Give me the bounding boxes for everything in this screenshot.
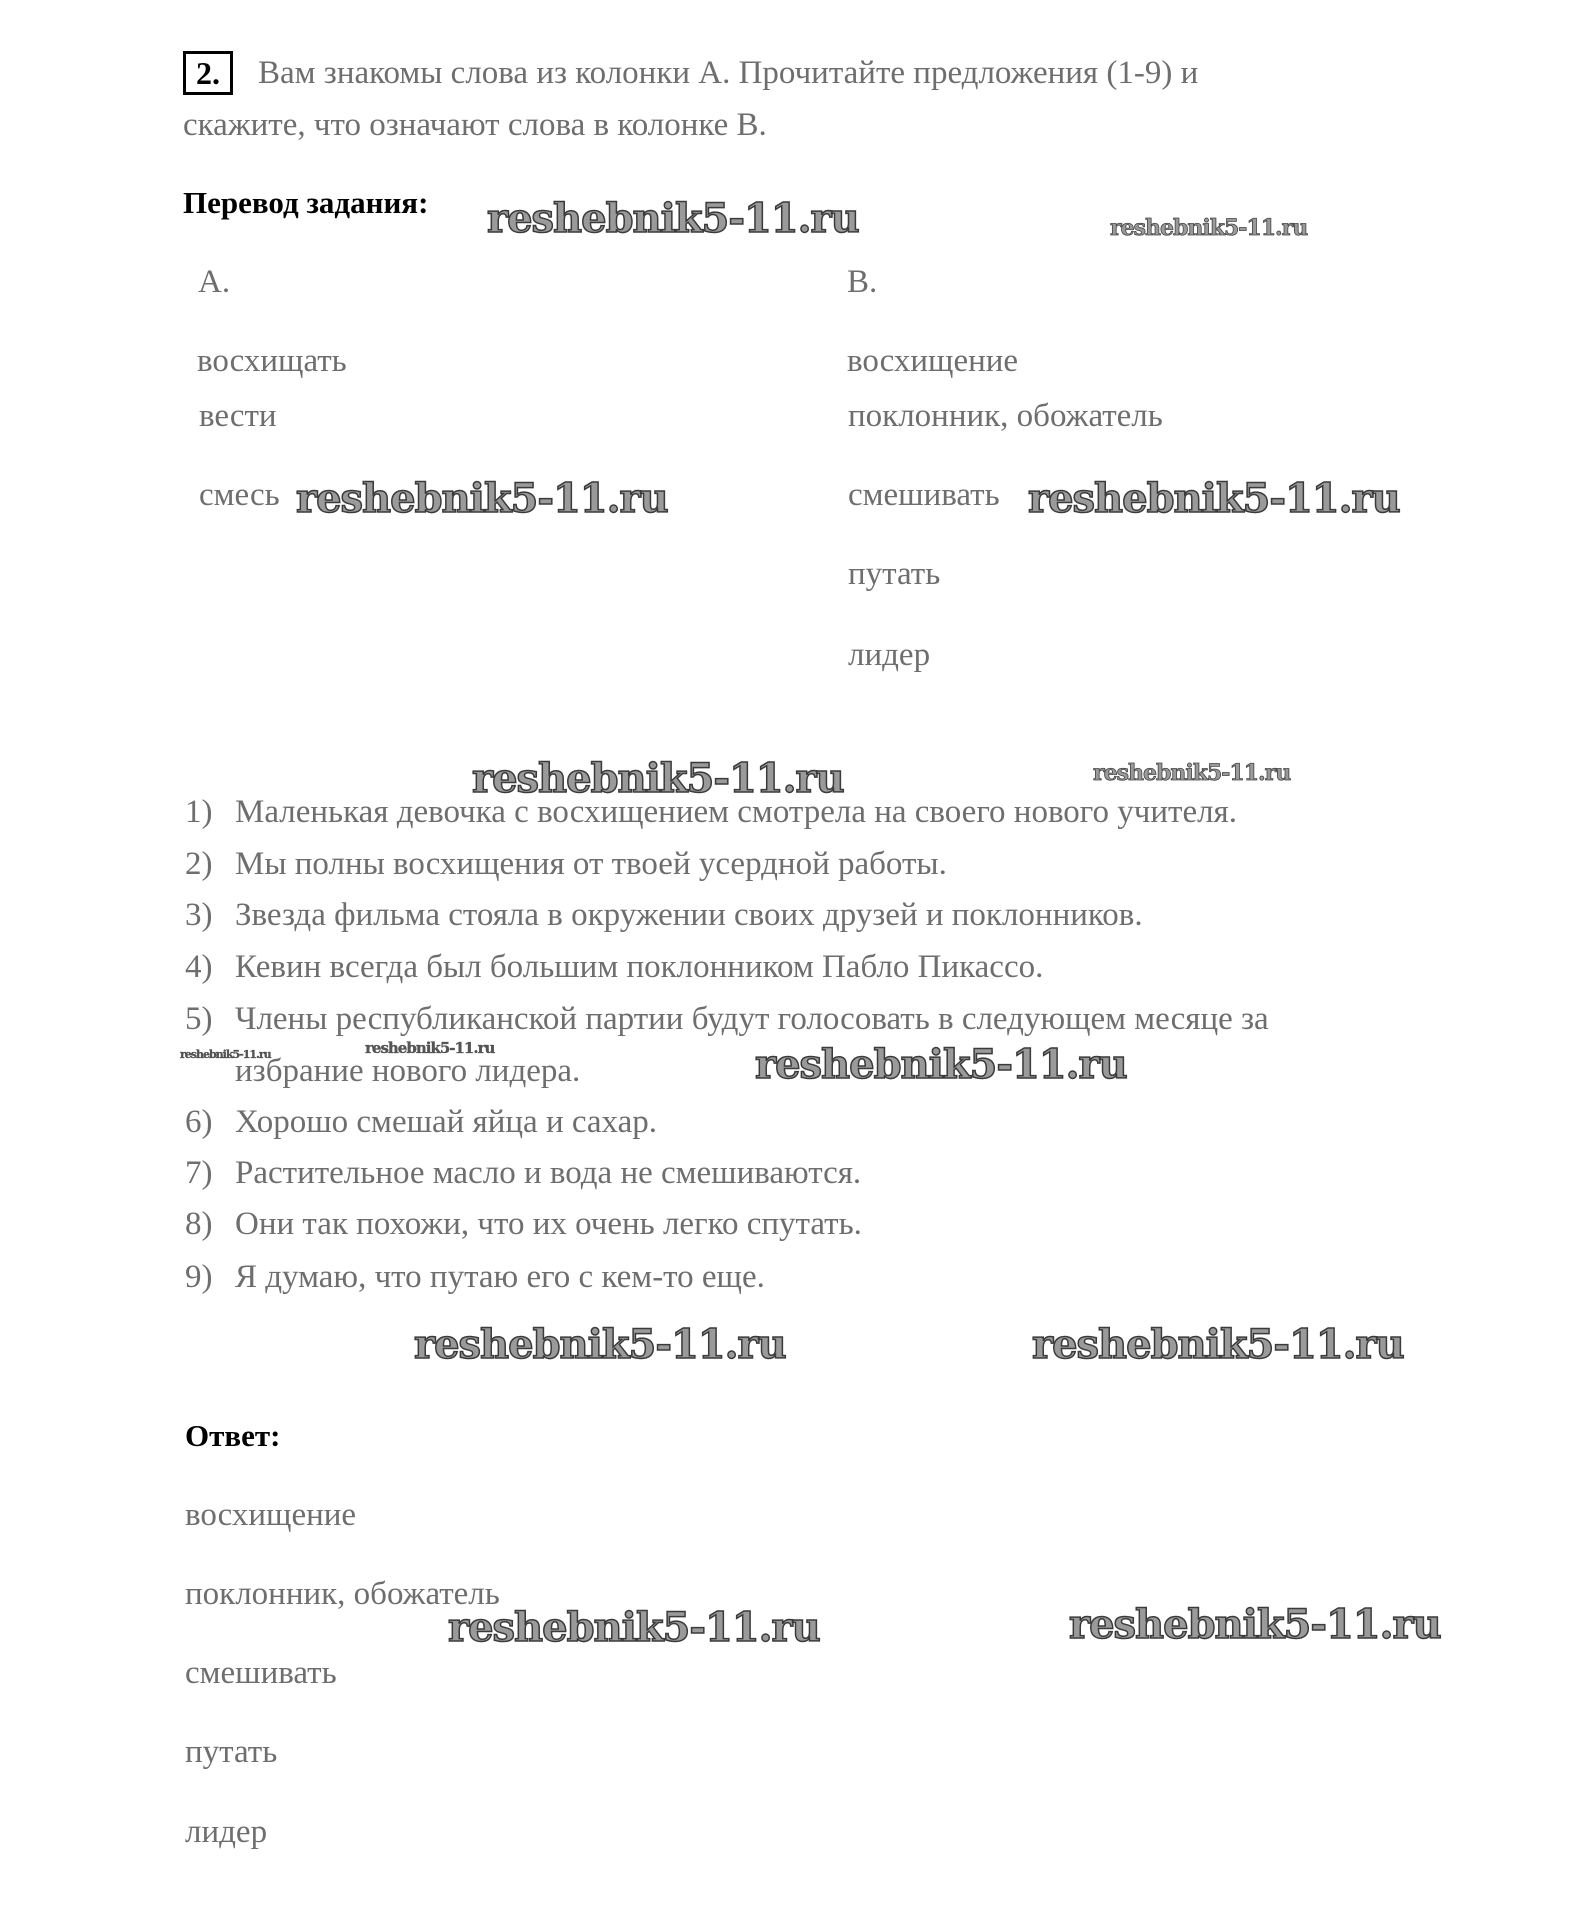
answer-item: смешивать xyxy=(185,1655,337,1691)
answer-heading: Ответ: xyxy=(185,1418,281,1453)
column-a-word: смесь xyxy=(199,477,280,513)
sentence-number: 5) xyxy=(185,1001,213,1037)
sentence-text-continued: избрание нового лидера. xyxy=(235,1053,581,1089)
translation-heading: Перевод задания: xyxy=(183,185,429,220)
task-instruction-line2: скажите, что означают слова в колонке В. xyxy=(183,107,767,143)
watermark: reshebnik5-11.ru xyxy=(414,1321,786,1368)
column-b-word: лидер xyxy=(848,637,931,673)
column-a-word: вести xyxy=(199,398,277,434)
sentence-text: Я думаю, что путаю его с кем-то еще. xyxy=(235,1259,765,1295)
watermark: reshebnik5-11.ru xyxy=(1032,1321,1404,1368)
answer-item: поклонник, обожатель xyxy=(185,1576,500,1612)
column-b-header: В. xyxy=(847,264,878,300)
sentence-text: Маленькая девочка с восхищением смотрела на своего нового учителя. xyxy=(235,794,1237,830)
column-a-word: восхищать xyxy=(197,343,347,379)
task-instruction-line1: Вам знакомы слова из колонки А. Прочитайте предложения (1-9) и xyxy=(258,55,1199,91)
sentence-number: 4) xyxy=(185,949,213,985)
sentence-number: 9) xyxy=(185,1259,213,1295)
watermark: reshebnik5-11.ru xyxy=(487,195,859,242)
answer-item: восхищение xyxy=(185,1497,357,1533)
sentence-text: Звезда фильма стояла в окружении своих друзей и поклонников. xyxy=(235,897,1143,933)
sentence-text: Члены республиканской партии будут голосовать в следующем месяце за xyxy=(235,1001,1269,1037)
watermark: reshebnik5-11.ru xyxy=(1028,475,1400,522)
watermark: reshebnik5-11.ru xyxy=(365,1039,495,1057)
sentence-number: 7) xyxy=(185,1155,213,1191)
column-a-header: А. xyxy=(198,264,231,300)
watermark: reshebnik5-11.ru xyxy=(448,1604,820,1651)
watermark: reshebnik5-11.ru xyxy=(1110,215,1308,241)
sentence-number: 8) xyxy=(185,1206,213,1242)
watermark: reshebnik5-11.ru xyxy=(296,475,668,522)
task-number: 2. xyxy=(183,51,233,95)
watermark: reshebnik5-11.ru xyxy=(1093,760,1291,786)
sentence-text: Они так похожи, что их очень легко спутать. xyxy=(235,1206,862,1242)
sentence-number: 2) xyxy=(185,846,213,882)
answer-item: путать xyxy=(185,1734,278,1770)
sentence-text: Хорошо смешай яйца и сахар. xyxy=(235,1104,658,1140)
sentence-number: 1) xyxy=(185,794,213,830)
sentence-text: Кевин всегда был большим поклонником Пабло Пикассо. xyxy=(235,949,1044,985)
sentence-number: 3) xyxy=(185,897,213,933)
column-b-word: смешивать xyxy=(848,477,1000,513)
watermark: reshebnik5-11.ru xyxy=(472,755,844,802)
column-b-word: поклонник, обожатель xyxy=(848,398,1163,434)
sentence-text: Мы полны восхищения от твоей усердной работы. xyxy=(235,846,947,882)
watermark: reshebnik5-11.ru xyxy=(180,1048,271,1061)
watermark: reshebnik5-11.ru xyxy=(755,1041,1127,1088)
sentence-number: 6) xyxy=(185,1104,213,1140)
watermark: reshebnik5-11.ru xyxy=(1069,1601,1441,1648)
column-b-word: путать xyxy=(848,556,941,592)
column-b-word: восхищение xyxy=(847,343,1019,379)
sentence-text: Растительное масло и вода не смешиваются. xyxy=(235,1155,862,1191)
answer-item: лидер xyxy=(185,1814,268,1850)
